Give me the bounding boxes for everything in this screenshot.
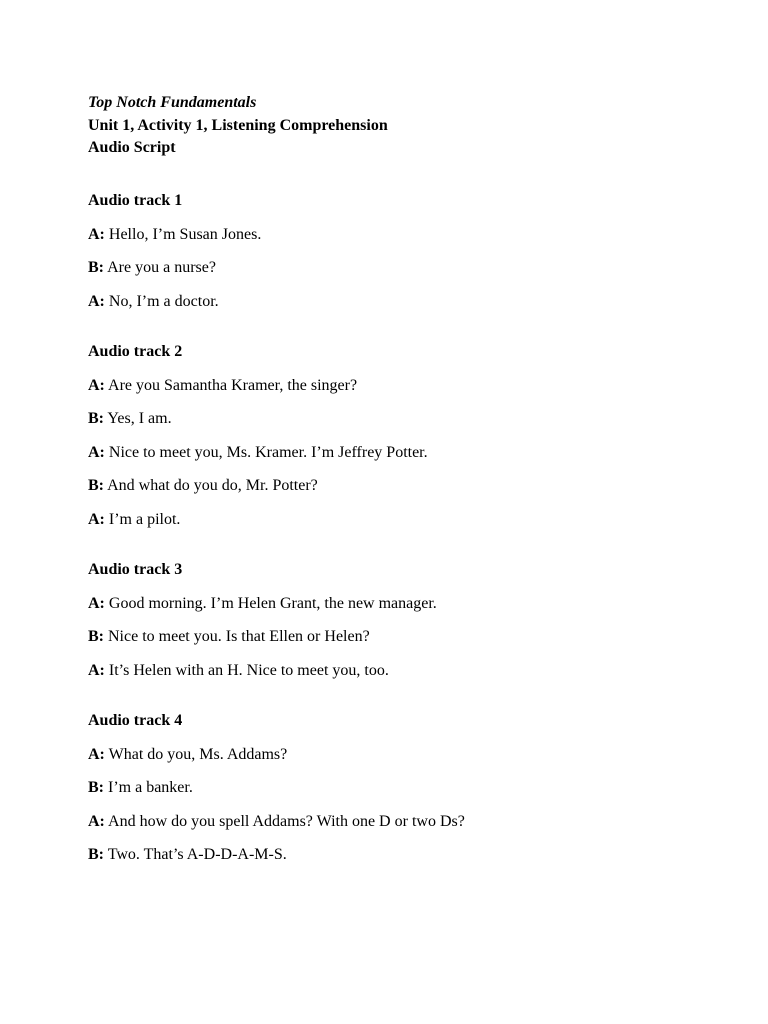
audio-track-4 [88, 711, 728, 866]
dialogue-text: Are you Samantha Kramer, the singer? [108, 376, 358, 394]
dialogue-line [88, 627, 728, 647]
dialogue-line [88, 510, 728, 530]
dialogue-text: No, I’m a doctor. [108, 292, 219, 310]
dialogue-line [88, 409, 728, 429]
dialogue-text: Two. That’s A-D-D-A-M-S. [107, 846, 287, 863]
track-title: Audio track 3 [88, 560, 183, 578]
track-title: Audio track 2 [88, 342, 183, 360]
dialogue-line [88, 443, 728, 463]
dialogue-text: I’m a pilot. [108, 510, 181, 528]
dialogue-text: Nice to meet you. Is that Ellen or Helen? [108, 628, 370, 645]
dialogue-text: I’m a banker. [108, 779, 193, 796]
dialogue-line [88, 376, 728, 396]
speaker-label: A: [88, 510, 105, 528]
speaker-label: B: [88, 628, 104, 645]
speaker-label: A: [88, 745, 105, 763]
document-page [88, 92, 728, 879]
speaker-label: A: [88, 594, 105, 612]
audio-track-1 [88, 191, 728, 312]
dialogue-line [88, 778, 728, 798]
speaker-label: A: [88, 812, 105, 830]
dialogue-line [88, 258, 728, 278]
speaker-label: B: [88, 410, 104, 427]
dialogue-line [88, 745, 728, 765]
dialogue-line [88, 225, 728, 245]
dialogue-line [88, 476, 728, 496]
speaker-label: B: [88, 846, 104, 863]
dialogue-line [88, 845, 728, 865]
dialogue-text: Hello, I’m Susan Jones. [108, 225, 262, 243]
dialogue-text: Nice to meet you, Ms. Kramer. I’m Jeffrey Potter. [108, 443, 428, 461]
speaker-label: A: [88, 292, 105, 310]
dialogue-line [88, 594, 728, 614]
audio-track-2 [88, 342, 728, 530]
speaker-label: A: [88, 376, 105, 394]
dialogue-line [88, 812, 728, 832]
audio-track-3 [88, 560, 728, 681]
dialogue-text: Yes, I am. [107, 410, 172, 427]
speaker-label: A: [88, 661, 105, 679]
dialogue-text: Are you a nurse? [107, 259, 216, 276]
dialogue-text: What do you, Ms. Addams? [108, 745, 288, 763]
dialogue-line [88, 661, 728, 681]
dialogue-text: And what do you do, Mr. Potter? [107, 477, 318, 494]
series-title: Top Notch Fundamentals [88, 94, 257, 111]
speaker-label: B: [88, 477, 104, 494]
speaker-label: A: [88, 443, 105, 461]
speaker-label: A: [88, 225, 105, 243]
document-type-title: Audio Script [88, 139, 176, 156]
dialogue-line [88, 292, 728, 312]
speaker-label: B: [88, 259, 104, 276]
speaker-label: B: [88, 779, 104, 796]
unit-title: Unit 1, Activity 1, Listening Comprehension [88, 116, 388, 134]
track-title: Audio track 1 [88, 191, 183, 209]
dialogue-text: And how do you spell Addams? With one D or two Ds? [108, 812, 465, 830]
dialogue-text: It’s Helen with an H. Nice to meet you, too. [108, 661, 389, 679]
dialogue-text: Good morning. I’m Helen Grant, the new manager. [108, 594, 437, 612]
track-title: Audio track 4 [88, 711, 183, 729]
